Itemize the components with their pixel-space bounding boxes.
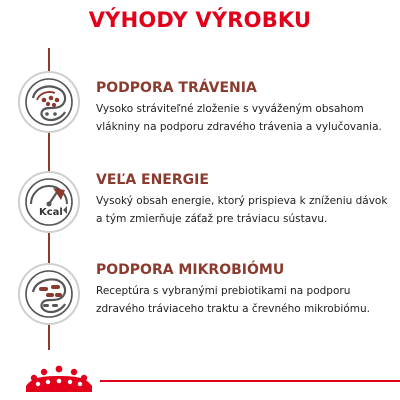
benefit-description-line: a tým zmierňuje záťaž pre tráviacu sústavu.	[96, 213, 328, 225]
benefit-description	[96, 100, 392, 136]
benefit-heading: PODPORA TRÁVENIA	[96, 80, 257, 96]
benefit-description	[96, 192, 392, 228]
digestion-icon	[17, 70, 81, 134]
benefit-description-line: Vysoko stráviteľné zloženie s vyváženým obsahom	[96, 103, 364, 115]
benefit-heading: VEĽA ENERGIE	[96, 172, 209, 188]
footer-divider	[100, 380, 400, 382]
microbiome-icon	[17, 262, 81, 326]
benefit-heading: PODPORA MIKROBIÓMU	[96, 262, 285, 278]
energy-kcal-icon	[17, 170, 81, 234]
benefit-description-line: vlákniny na podporu zdravého trávenia a vylučovania.	[96, 121, 382, 133]
benefit-description-line: Receptúra s vybranými prebiotikami na podporu	[96, 285, 351, 297]
benefit-description	[96, 282, 392, 318]
page-title: VÝHODY VÝROBKU	[88, 8, 312, 32]
kcal-icon-text: Kcal	[39, 207, 63, 218]
benefit-microbiome	[96, 262, 392, 318]
benefit-description-line: Vysoký obsah energie, ktorý prispieva k zníženiu dávok	[96, 195, 388, 207]
benefit-description-line: zdravého tráviaceho traktu a črevného mikrobiómu.	[96, 303, 370, 315]
benefit-energy	[96, 172, 392, 228]
royal-canin-crown-logo	[22, 360, 96, 394]
benefit-digestion	[96, 80, 392, 136]
